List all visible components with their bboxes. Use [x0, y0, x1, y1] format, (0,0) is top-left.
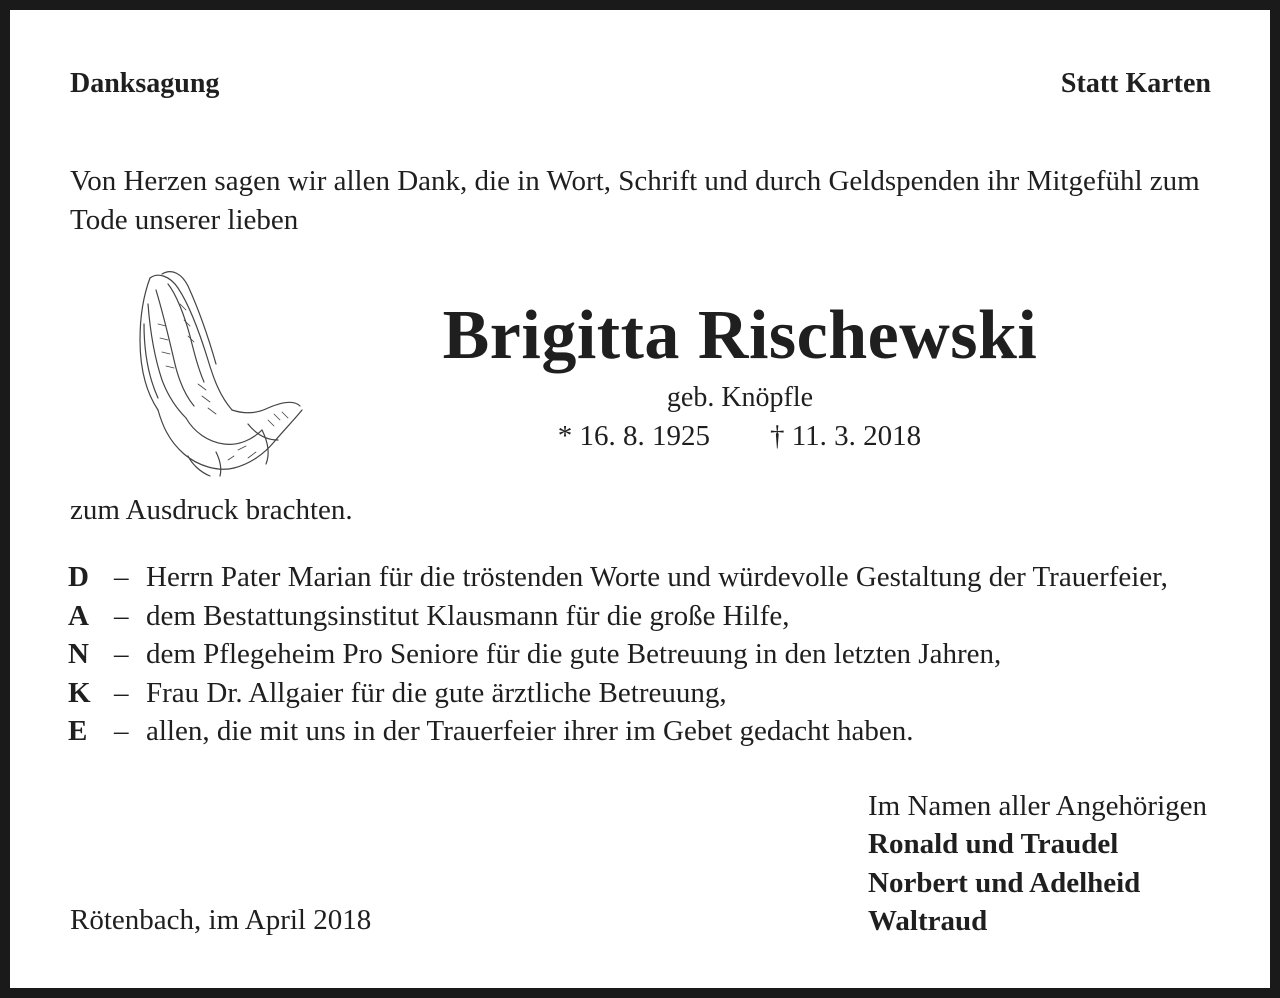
- thanks-text: Frau Dr. Allgaier für die gute ärztliche Betreuung,: [146, 676, 727, 709]
- signature-intro: Im Namen aller Angehörigen: [868, 790, 1208, 822]
- dash: –: [114, 676, 129, 709]
- thanks-item: [68, 715, 1248, 754]
- dash: –: [114, 715, 129, 747]
- thanks-list: [68, 561, 1248, 754]
- deceased-name: Brigitta Rischewski: [442, 297, 1038, 374]
- signature-name: Waltraud: [868, 905, 988, 937]
- signature-name: Ronald und Traudel: [868, 828, 1119, 860]
- thanks-text: dem Pflegeheim Pro Seniore für die gute Betreuung in den letzten Jahren,: [146, 638, 1002, 670]
- header-note: Statt Karten: [1060, 68, 1211, 99]
- acrostic-letter: E: [68, 715, 88, 747]
- thanks-item: [68, 677, 1248, 716]
- praying-hands-icon: [128, 264, 304, 478]
- intro-text: Von Herzen sagen wir allen Dank, die in Wort, Schrift und durch Geldspenden ihr Mitgefühl zum Tode unserer lieben: [70, 165, 1200, 236]
- dash: –: [114, 561, 129, 593]
- outro-text: zum Ausdruck brachten.: [70, 494, 353, 526]
- death-date: † 11. 3. 2018: [770, 420, 922, 452]
- signature-name: Norbert und Adelheid: [868, 866, 1141, 899]
- thanks-text: dem Bestattungsinstitut Klausmann für die große Hilfe,: [146, 599, 790, 632]
- birth-name: geb. Knöpfle: [666, 382, 814, 413]
- dash: –: [114, 638, 129, 670]
- signature-names: [868, 828, 1140, 944]
- birth-date: * 16. 8. 1925: [557, 420, 710, 452]
- thanks-item: [68, 561, 1248, 600]
- header-title: Danksagung: [70, 68, 220, 99]
- place-date: Rötenbach, im April 2018: [70, 904, 372, 936]
- thanks-text: Herrn Pater Marian für die tröstenden Worte und würdevolle Gestaltung der Trauerfeier,: [146, 561, 1168, 593]
- acrostic-letter: K: [68, 676, 91, 709]
- thanks-item: [68, 638, 1248, 677]
- dash: –: [114, 599, 129, 632]
- acrostic-letter: A: [68, 599, 89, 632]
- thanks-item: [68, 600, 1248, 639]
- acrostic-letter: D: [68, 561, 89, 593]
- acrostic-letter: N: [68, 638, 89, 670]
- thanks-text: allen, die mit uns in der Trauerfeier ihrer im Gebet gedacht haben.: [146, 715, 914, 747]
